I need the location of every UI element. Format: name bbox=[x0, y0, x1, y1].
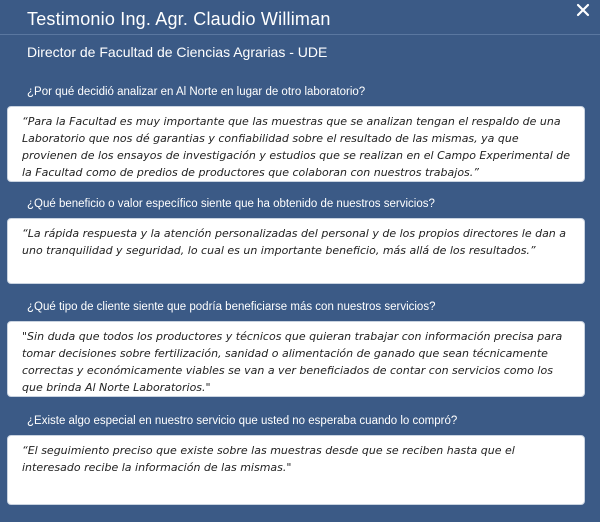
dialog-title: Testimonio Ing. Agr. Claudio Williman bbox=[27, 9, 331, 29]
question-label: ¿Existe algo especial en nuestro servicio que usted no esperaba cuando lo compró? bbox=[27, 415, 458, 427]
close-icon[interactable] bbox=[574, 1, 592, 19]
title-divider bbox=[0, 34, 600, 35]
answer-box: “La rápida respuesta y la atención personalizadas del personal y de los propios directores le dan a uno tranquilidad y seguridad, lo cual es un importante beneficio, más allá de los resultados.” bbox=[7, 218, 585, 284]
question-label: ¿Por qué decidió analizar en Al Norte en lugar de otro laboratorio? bbox=[27, 86, 366, 98]
answer-box: “Para la Facultad es muy importante que las muestras que se analizan tengan el respaldo de una Laboratorio que nos dé garantias y confiabilidad sobre el resultado de las mismas, ya que provienen de los ensayos de investigación y estudios que se realizan en el Campo Experimental de la Facultad como de predios de productores que colaboran con nuestros trabajos.” bbox=[7, 106, 585, 182]
question-label: ¿Qué beneficio o valor específico siente que ha obtenido de nuestros servicios? bbox=[27, 198, 435, 210]
dialog-subtitle: Director de Facultad de Ciencias Agrarias - UDE bbox=[27, 44, 328, 60]
question-label: ¿Qué tipo de cliente siente que podría beneficiarse más con nuestros servicios? bbox=[27, 301, 436, 313]
answer-box: “El seguimiento preciso que existe sobre las muestras desde que se reciben hasta que el interesado recibe la información de las mismas." bbox=[7, 435, 585, 505]
answer-box: "Sin duda que todos los productores y técnicos que quieran trabajar con información precisa para tomar decisiones sobre fertilización, sanidad o alimentación de ganado que sean técnicamente correctas y económicamente viables se van a ver beneficiados de contar con servicios como los que brinda Al Norte Laboratorios." bbox=[7, 321, 585, 397]
